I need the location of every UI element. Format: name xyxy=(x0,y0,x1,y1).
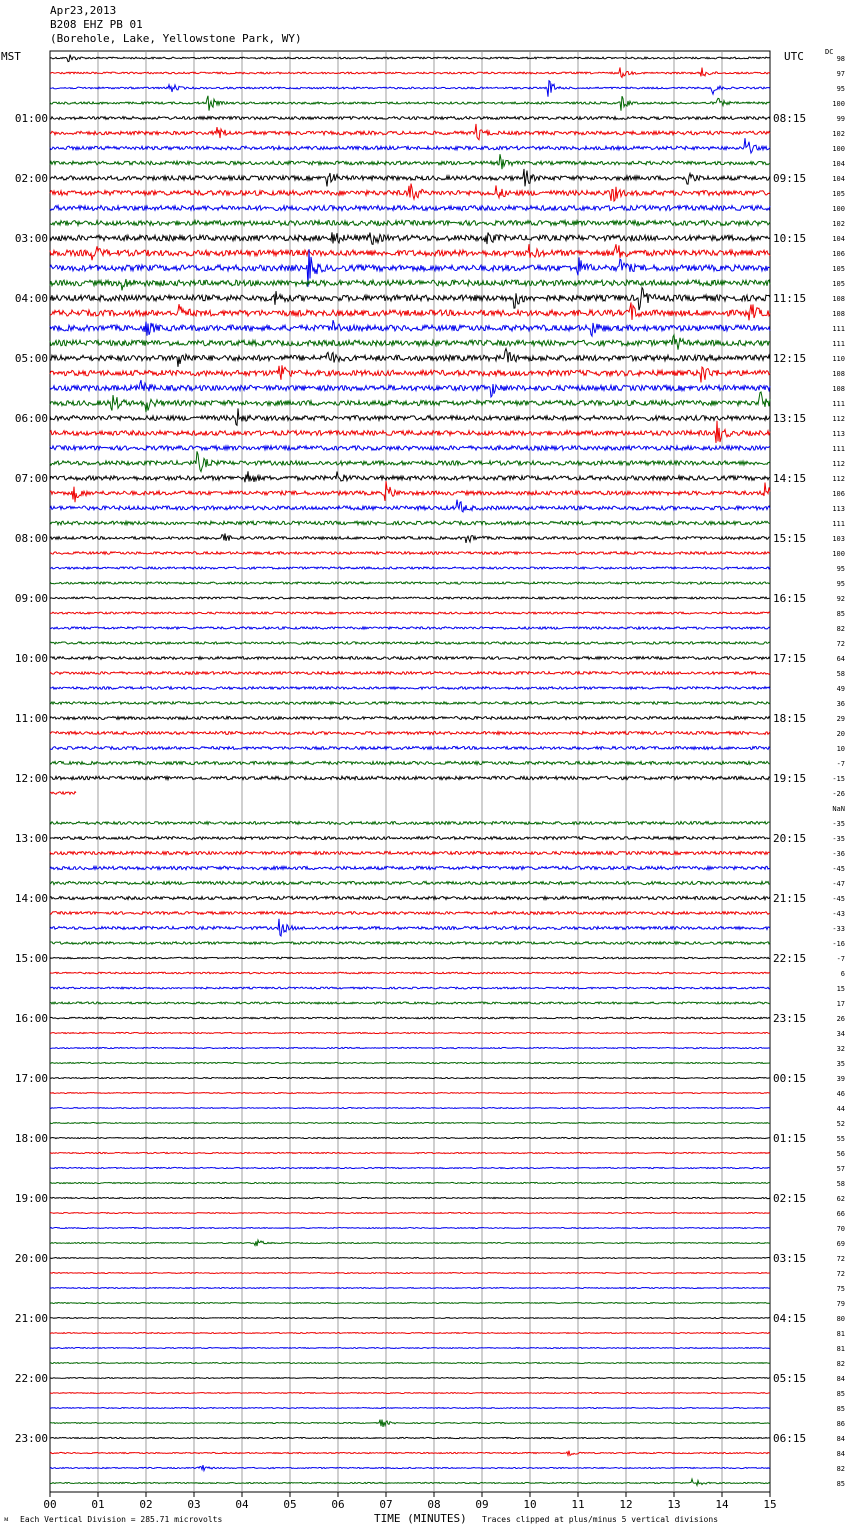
trace-row xyxy=(50,1197,770,1198)
trace-row xyxy=(50,957,770,959)
right-timezone-label: UTC xyxy=(784,50,804,63)
x-tick-label: 08 xyxy=(427,1498,441,1511)
dc-offset-label: 81 xyxy=(836,1330,845,1338)
dc-offset-label: 113 xyxy=(832,505,845,513)
dc-offset-label: -45 xyxy=(832,895,845,903)
x-tick-label: 09 xyxy=(475,1498,489,1511)
dc-offset-label: 39 xyxy=(836,1075,845,1083)
x-axis-ticks xyxy=(43,1492,776,1511)
station-location: (Borehole, Lake, Yellowstone Park, WY) xyxy=(50,32,302,45)
trace-row xyxy=(50,392,770,412)
dc-offset-label: 72 xyxy=(836,640,845,648)
utc-hour-label: 12:15 xyxy=(773,352,807,365)
utc-hour-label: 14:15 xyxy=(773,472,807,485)
dc-offset-label: 95 xyxy=(836,580,845,588)
dc-offset-label: 108 xyxy=(832,295,845,303)
dc-offset-label: 58 xyxy=(836,670,845,678)
x-tick-label: 04 xyxy=(235,1498,249,1511)
utc-hour-label: 17:15 xyxy=(773,652,807,665)
trace-row xyxy=(50,169,770,187)
dc-offset-label: 80 xyxy=(836,1315,845,1323)
dc-offset-label: 15 xyxy=(836,985,845,993)
dc-offset-label: 17 xyxy=(836,1000,845,1008)
dc-offset-label: 108 xyxy=(832,370,845,378)
mst-hour-label: 10:00 xyxy=(14,652,48,665)
trace-row xyxy=(50,184,770,202)
trace-row xyxy=(50,1240,770,1246)
dc-offset-label: 97 xyxy=(836,70,845,78)
utc-hour-label: 04:15 xyxy=(773,1312,807,1325)
x-tick-label: 02 xyxy=(139,1498,153,1511)
mst-hour-label: 17:00 xyxy=(14,1072,48,1085)
trace-row xyxy=(50,987,770,989)
dc-offset-label: 86 xyxy=(836,1420,845,1428)
trace-row xyxy=(50,567,770,569)
dc-offset-label: 75 xyxy=(836,1285,845,1293)
mst-hour-label: 05:00 xyxy=(14,352,48,365)
trace-row xyxy=(50,117,770,120)
dc-offset-label: 92 xyxy=(836,595,845,603)
trace-row xyxy=(50,851,770,854)
trace-row xyxy=(50,972,770,974)
trace-row xyxy=(50,822,770,825)
mst-hour-label: 08:00 xyxy=(14,532,48,545)
dc-offset-label: 52 xyxy=(836,1120,845,1128)
utc-hour-label: 22:15 xyxy=(773,952,807,965)
trace-row xyxy=(50,942,770,945)
dc-offset-label: 105 xyxy=(832,265,845,273)
trace-row xyxy=(50,1378,770,1379)
x-tick-label: 00 xyxy=(43,1498,57,1511)
mst-hour-label: 12:00 xyxy=(14,772,48,785)
utc-hour-label: 01:15 xyxy=(773,1132,807,1145)
trace-row xyxy=(50,408,770,425)
mst-hour-label: 22:00 xyxy=(14,1372,48,1385)
utc-hour-label: 06:15 xyxy=(773,1432,807,1445)
mst-hour-label: 23:00 xyxy=(14,1432,48,1445)
trace-row xyxy=(50,380,770,397)
trace-row xyxy=(50,1465,770,1470)
mst-hour-label: 11:00 xyxy=(14,712,48,725)
dc-offset-label: 6 xyxy=(840,970,845,978)
dc-offset-label: 10 xyxy=(836,745,845,753)
trace-row xyxy=(50,1137,770,1138)
utc-hour-label: 09:15 xyxy=(773,172,807,185)
trace-row xyxy=(50,96,770,111)
trace-row xyxy=(50,451,770,471)
trace-row xyxy=(50,320,770,336)
trace-row xyxy=(50,1077,770,1078)
dc-offset-label: 32 xyxy=(836,1045,845,1053)
utc-hour-label: 03:15 xyxy=(773,1252,807,1265)
trace-row xyxy=(50,288,770,310)
dc-offset-label: 111 xyxy=(832,400,845,408)
x-tick-label: 01 xyxy=(91,1498,105,1511)
mst-hour-label: 18:00 xyxy=(14,1132,48,1145)
dc-offset-label: -47 xyxy=(832,880,845,888)
dc-offset-label: 95 xyxy=(836,85,845,93)
x-tick-label: 13 xyxy=(667,1498,681,1511)
trace-row xyxy=(50,335,770,350)
trace-row xyxy=(50,232,770,244)
dc-offset-label: 70 xyxy=(836,1225,845,1233)
trace-row xyxy=(50,500,770,512)
corner-mark: ᴍ xyxy=(4,1515,9,1523)
utc-hour-label: 21:15 xyxy=(773,892,807,905)
dc-offset-label: 104 xyxy=(832,175,845,183)
dc-offset-label: 82 xyxy=(836,1465,845,1473)
trace-row xyxy=(50,55,770,62)
dc-offset-label: 20 xyxy=(836,730,845,738)
dc-offset-label: 58 xyxy=(836,1180,845,1188)
dc-offset-label: 103 xyxy=(832,535,845,543)
dc-offset-label: -35 xyxy=(832,820,845,828)
dc-offset-header: DC xyxy=(825,48,834,56)
trace-row xyxy=(50,552,770,555)
dc-offset-label: 84 xyxy=(836,1375,845,1383)
utc-hour-label: 18:15 xyxy=(773,712,807,725)
trace-row xyxy=(50,349,770,367)
x-tick-label: 07 xyxy=(379,1498,393,1511)
dc-offset-label: -43 xyxy=(832,910,845,918)
dc-offset-label: 85 xyxy=(836,610,845,618)
utc-hour-label: 00:15 xyxy=(773,1072,807,1085)
x-tick-label: 14 xyxy=(715,1498,729,1511)
trace-row xyxy=(50,1420,770,1427)
trace-row xyxy=(50,1288,770,1289)
trace-row xyxy=(50,206,770,211)
scale-note: Each Vertical Division = 285.71 microvolts xyxy=(20,1515,223,1524)
dc-offset-label: 99 xyxy=(836,115,845,123)
x-axis-title: TIME (MINUTES) xyxy=(374,1512,467,1525)
mst-hour-label: 07:00 xyxy=(14,472,48,485)
trace-row xyxy=(50,1258,770,1259)
trace-row xyxy=(50,1363,770,1364)
dc-offset-label: 111 xyxy=(832,520,845,528)
dc-offset-label: 106 xyxy=(832,490,845,498)
trace-row xyxy=(50,776,770,779)
x-tick-label: 05 xyxy=(283,1498,297,1511)
dc-offset-label: 104 xyxy=(832,235,845,243)
dc-offset-label: 85 xyxy=(836,1390,845,1398)
trace-row xyxy=(50,702,770,705)
dc-offset-label: 106 xyxy=(832,250,845,258)
trace-row xyxy=(50,1273,770,1274)
trace-row xyxy=(50,1228,770,1229)
trace-row xyxy=(50,1393,770,1394)
trace-row xyxy=(50,421,770,443)
dc-offset-label: 108 xyxy=(832,310,845,318)
dc-offset-label: 29 xyxy=(836,715,845,723)
trace-row xyxy=(50,1437,770,1438)
dc-offset-label: -15 xyxy=(832,775,845,783)
plot-date: Apr23,2013 xyxy=(50,4,117,17)
dc-offset-label: 111 xyxy=(832,340,845,348)
mst-hour-label: 06:00 xyxy=(14,412,48,425)
trace-row xyxy=(50,302,770,320)
trace-row xyxy=(50,919,770,936)
mst-hour-label: 19:00 xyxy=(14,1192,48,1205)
dc-offset-label: 98 xyxy=(836,55,845,63)
dc-offset-label: 112 xyxy=(832,475,845,483)
x-tick-label: 15 xyxy=(763,1498,777,1511)
dc-offset-label: 102 xyxy=(832,130,845,138)
mst-hour-label: 13:00 xyxy=(14,832,48,845)
trace-row xyxy=(50,747,770,750)
trace-row xyxy=(50,1408,770,1409)
dc-offset-label: 85 xyxy=(836,1480,845,1488)
trace-row xyxy=(50,67,770,77)
trace-row xyxy=(50,1213,770,1214)
dc-offset-label: 57 xyxy=(836,1165,845,1173)
dc-offset-label: -33 xyxy=(832,925,845,933)
trace-row xyxy=(50,1047,770,1048)
x-tick-label: 11 xyxy=(571,1498,585,1511)
trace-row xyxy=(50,138,770,153)
trace-row xyxy=(50,896,770,899)
dc-offset-label: 112 xyxy=(832,460,845,468)
dc-offset-label: 26 xyxy=(836,1015,845,1023)
dc-offset-label: 35 xyxy=(836,1060,845,1068)
dc-offset-label: 100 xyxy=(832,145,845,153)
dc-offset-label: 69 xyxy=(836,1240,845,1248)
trace-group xyxy=(50,55,770,1486)
dc-offset-label: 49 xyxy=(836,685,845,693)
dc-offset-label: 79 xyxy=(836,1300,845,1308)
utc-hour-label: 10:15 xyxy=(773,232,807,245)
mst-hour-label: 01:00 xyxy=(14,112,48,125)
utc-hour-label: 08:15 xyxy=(773,112,807,125)
dc-offset-label: 36 xyxy=(836,700,845,708)
dc-offset-label: 82 xyxy=(836,625,845,633)
trace-row xyxy=(50,533,770,542)
trace-row xyxy=(50,154,770,169)
dc-offset-label: 104 xyxy=(832,160,845,168)
dc-offset-label: 108 xyxy=(832,385,845,393)
left-timezone-label: MST xyxy=(1,50,21,63)
dc-offset-label: 82 xyxy=(836,1360,845,1368)
utc-hour-label: 19:15 xyxy=(773,772,807,785)
trace-row xyxy=(50,1093,770,1094)
mst-hour-label: 09:00 xyxy=(14,592,48,605)
x-tick-label: 10 xyxy=(523,1498,537,1511)
trace-row xyxy=(50,761,770,764)
dc-offset-label: -7 xyxy=(836,955,845,963)
utc-hour-label: 13:15 xyxy=(773,412,807,425)
utc-hour-label: 20:15 xyxy=(773,832,807,845)
dc-offset-label: -16 xyxy=(832,940,845,948)
dc-offset-label: 84 xyxy=(836,1435,845,1443)
trace-row xyxy=(50,657,770,660)
x-tick-label: 03 xyxy=(187,1498,201,1511)
trace-row xyxy=(50,279,770,290)
dc-offset-label: 105 xyxy=(832,280,845,288)
trace-row xyxy=(50,732,770,735)
dc-offset-label: 111 xyxy=(832,325,845,333)
trace-row xyxy=(50,221,770,226)
trace-row xyxy=(50,1348,770,1349)
trace-row xyxy=(50,1032,770,1033)
trace-row xyxy=(50,244,770,260)
mst-hour-label: 04:00 xyxy=(14,292,48,305)
trace-row xyxy=(50,521,770,525)
dc-offset-label: -26 xyxy=(832,790,845,798)
dc-offset-label: 85 xyxy=(836,1405,845,1413)
mst-hour-label: 03:00 xyxy=(14,232,48,245)
utc-hour-label: 05:15 xyxy=(773,1372,807,1385)
dc-offset-label: 81 xyxy=(836,1345,845,1353)
trace-row xyxy=(50,627,770,629)
station-code: B208 EHZ PB 01 xyxy=(50,18,143,31)
dc-offset-label: -45 xyxy=(832,865,845,873)
trace-row xyxy=(50,672,770,675)
trace-row xyxy=(50,124,770,140)
mst-hour-label: 02:00 xyxy=(14,172,48,185)
trace-row xyxy=(50,642,770,644)
trace-row xyxy=(50,365,770,382)
trace-row xyxy=(50,881,770,884)
mst-hour-label: 21:00 xyxy=(14,1312,48,1325)
dc-offset-label: 84 xyxy=(836,1450,845,1458)
dc-offset-label: -7 xyxy=(836,760,845,768)
trace-row xyxy=(50,446,770,450)
trace-row xyxy=(50,1167,770,1168)
utc-hour-label: 16:15 xyxy=(773,592,807,605)
dc-offset-label: 113 xyxy=(832,430,845,438)
trace-row xyxy=(50,792,76,795)
trace-row xyxy=(50,837,770,840)
utc-hour-label: 23:15 xyxy=(773,1012,807,1025)
utc-hour-label: 02:15 xyxy=(773,1192,807,1205)
trace-row xyxy=(50,81,770,97)
dc-offset-label: 111 xyxy=(832,445,845,453)
trace-row xyxy=(50,912,770,915)
mst-hour-label: 16:00 xyxy=(14,1012,48,1025)
dc-offset-label: 64 xyxy=(836,655,845,663)
dc-offset-label: 95 xyxy=(836,565,845,573)
dc-offset-label: 112 xyxy=(832,415,845,423)
clip-note: Traces clipped at plus/minus 5 vertical divisions xyxy=(482,1515,719,1524)
trace-row xyxy=(50,1062,770,1063)
dc-offset-label: 46 xyxy=(836,1090,845,1098)
dc-offset-label: 72 xyxy=(836,1255,845,1263)
trace-row xyxy=(50,1303,770,1304)
dc-offset-label: 55 xyxy=(836,1135,845,1143)
mst-hour-label: 14:00 xyxy=(14,892,48,905)
dc-offset-label: 100 xyxy=(832,100,845,108)
trace-row xyxy=(50,687,770,690)
dc-offset-label: 110 xyxy=(832,355,845,363)
x-tick-label: 06 xyxy=(331,1498,345,1511)
trace-row xyxy=(50,1318,770,1319)
utc-hour-label: 15:15 xyxy=(773,532,807,545)
trace-row xyxy=(50,481,770,502)
trace-row xyxy=(50,1479,770,1485)
trace-row xyxy=(50,1333,770,1334)
trace-row xyxy=(50,1108,770,1109)
mst-hour-label: 20:00 xyxy=(14,1252,48,1265)
trace-row xyxy=(50,1182,770,1183)
dc-offset-label: 34 xyxy=(836,1030,845,1038)
dc-offset-label: 66 xyxy=(836,1210,845,1218)
dc-offset-label: 62 xyxy=(836,1195,845,1203)
dc-offset-label: -36 xyxy=(832,850,845,858)
dc-offset-label: 44 xyxy=(836,1105,845,1113)
dc-offset-label: 100 xyxy=(832,550,845,558)
trace-row xyxy=(50,1002,770,1004)
trace-row xyxy=(50,1017,770,1019)
utc-hour-label: 11:15 xyxy=(773,292,807,305)
dc-offset-label: 105 xyxy=(832,190,845,198)
dc-offset-label: 72 xyxy=(836,1270,845,1278)
trace-row xyxy=(50,717,770,720)
trace-row xyxy=(50,582,770,584)
dc-offset-label: -35 xyxy=(832,835,845,843)
mst-hour-label: 15:00 xyxy=(14,952,48,965)
trace-row xyxy=(50,1451,770,1456)
trace-row xyxy=(50,612,770,614)
trace-row xyxy=(50,866,770,869)
x-tick-label: 12 xyxy=(619,1498,633,1511)
trace-row xyxy=(50,597,770,599)
trace-row xyxy=(50,471,770,482)
dc-offset-label: 100 xyxy=(832,205,845,213)
dc-offset-label: 102 xyxy=(832,220,845,228)
dc-offset-label: 56 xyxy=(836,1150,845,1158)
trace-row xyxy=(50,1123,770,1124)
dc-offset-label: NaN xyxy=(832,805,845,813)
trace-row xyxy=(50,1152,770,1153)
